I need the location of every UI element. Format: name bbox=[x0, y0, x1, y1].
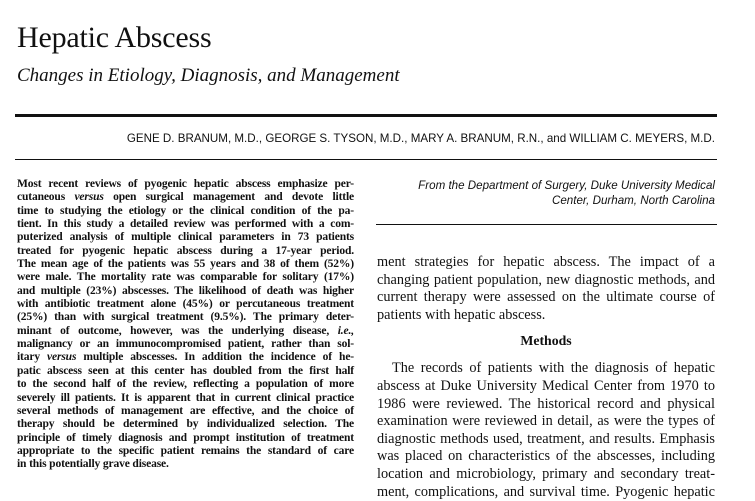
abstract-emphasis: versus bbox=[47, 351, 77, 364]
abstract-line: and multiple (23%) abscesses. The likelihood of death was higher bbox=[17, 284, 354, 297]
abstract-line: patic abscess seen at this center has doubled from the first half bbox=[17, 364, 354, 377]
abstract-line: were male. The mortality rate was comparable for solitary (17%) bbox=[17, 271, 354, 284]
body-line: examination were reviewed in detail, as were the types of bbox=[377, 413, 715, 430]
affiliation-line: Center, Durham, North Carolina bbox=[551, 194, 715, 207]
body-line: changing patient population, new diagnostic methods, and bbox=[377, 271, 715, 288]
author-list: GENE D. BRANUM, M.D., GEORGE S. TYSON, M.D., MARY A. BRANUM, R.N., and WILLIAM C. MEYERS, M.D. bbox=[126, 132, 715, 145]
body-line: patients with hepatic abscess. bbox=[377, 306, 546, 323]
abstract-line: appropriate to the specific patient remains the standard of care bbox=[17, 444, 354, 457]
affiliation-line: From the Department of Surgery, Duke University Medical bbox=[418, 179, 715, 192]
abstract-line: therapy should be determined by individualized selection. The bbox=[17, 418, 354, 431]
abstract-line: principle of timely diagnosis and prompt institution of treatment bbox=[17, 431, 354, 444]
abstract-line: treated for pyogenic hepatic abscess during a 17-year period. bbox=[17, 244, 354, 257]
affiliation bbox=[385, 178, 715, 208]
abstract-line: in this potentially grave disease. bbox=[17, 458, 169, 471]
body-line: ment strategies for hepatic abscess. The impact of a bbox=[377, 254, 715, 270]
body-line: current therapy were assessed on the ultimate course of bbox=[377, 289, 715, 306]
authors-divider bbox=[15, 159, 717, 160]
affiliation-divider bbox=[376, 224, 717, 225]
abstract-line: The mean age of the patients was 55 years and 38 of them (52%) bbox=[17, 258, 354, 271]
article-title: Hepatic Abscess bbox=[17, 21, 212, 54]
body-line: 1986 were reviewed. The historical record and physical bbox=[377, 395, 715, 412]
abstract-line: malignancy or an immunocompromised patient, rather than sol- bbox=[17, 338, 354, 351]
abstract-line: to the second half of the review, reflecting a population of more bbox=[17, 378, 354, 391]
abstract-line: several methods of management are effective, and the choice of bbox=[17, 404, 354, 417]
abstract-line: severely ill patients. It is apparent that in current clinical practice bbox=[17, 391, 354, 404]
body-line: diagnostic methods used, treatment, and results. Emphasis bbox=[377, 430, 715, 447]
abstract-line: time to studying the etiology or the clinical condition of the pa- bbox=[17, 204, 354, 217]
article-subtitle: Changes in Etiology, Diagnosis, and Management bbox=[17, 65, 400, 86]
body-line: The records of patients with the diagnosis of hepatic bbox=[392, 360, 715, 377]
body-line: was placed on characteristics of the abscesses, including bbox=[377, 448, 715, 465]
abstract-line: (25%) than with surgical treatment (9.5%). The primary deter- bbox=[17, 311, 354, 324]
abstract-line: itary versus multiple abscesses. In addition the incidence of he- bbox=[17, 351, 354, 364]
abstract-emphasis: versus bbox=[74, 191, 104, 204]
abstract bbox=[17, 178, 354, 472]
abstract-emphasis: i.e., bbox=[337, 324, 354, 337]
abstract-line: Most recent reviews of pyogenic hepatic abscess emphasize per- bbox=[17, 178, 354, 190]
body-text bbox=[377, 254, 715, 501]
body-line: location and microbiology, primary and secondary treat- bbox=[377, 465, 715, 482]
abstract-line: puterized analysis of multiple clinical parameters in 73 patients bbox=[17, 231, 354, 244]
abstract-line: cutaneous versus open surgical management and devote little bbox=[17, 191, 355, 204]
title-divider bbox=[15, 114, 717, 117]
section-heading-methods: Methods bbox=[520, 333, 572, 349]
abstract-line: with antibiotic treatment alone (45%) or percutaneous treatment bbox=[17, 298, 354, 311]
abstract-line: tient. In this study a detailed review was performed with a com- bbox=[17, 218, 354, 231]
body-line: ment, complications, and survival time. Pyogenic hepatic bbox=[377, 483, 715, 500]
abstract-line: minant of outcome, however, was the underlying disease, i.e., bbox=[17, 324, 354, 337]
body-line: abscess at Duke University Medical Center from 1970 to bbox=[377, 377, 715, 394]
